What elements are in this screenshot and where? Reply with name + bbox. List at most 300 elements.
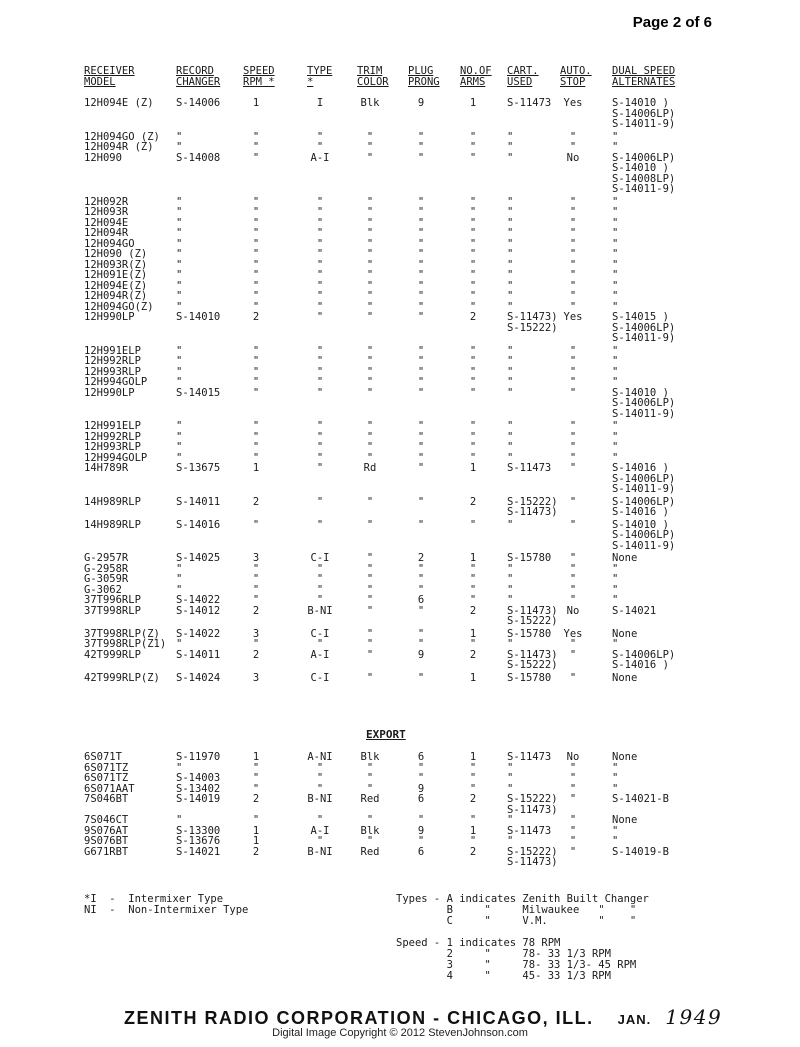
record-changer: S-11970 xyxy=(176,751,221,763)
changer-type: " xyxy=(316,814,324,826)
trim-color: " xyxy=(366,441,374,453)
plug-prong: " xyxy=(417,141,425,153)
dual-speed-alternates: " xyxy=(612,130,619,143)
receiver-model: 37T998RLP xyxy=(84,604,141,617)
auto-stop: " xyxy=(569,495,577,508)
trim-color: " xyxy=(366,279,374,292)
number-of-arms: " xyxy=(469,835,477,847)
speed-rpm: " xyxy=(252,782,260,795)
cartridge-used: S-15222) S-11473) xyxy=(507,793,558,816)
receiver-model: 12H094E(Z) xyxy=(84,279,148,292)
dual-speed-alternates: S-14006LP) S-14010 ) S-14008LP) S-14011-9) xyxy=(612,151,676,195)
dual-speed-alternates: " xyxy=(612,638,619,650)
cartridge-used: " xyxy=(507,573,514,585)
number-of-arms: " xyxy=(469,638,477,650)
trim-color: " xyxy=(366,772,374,784)
plug-prong: " xyxy=(417,365,425,378)
number-of-arms: " xyxy=(469,386,477,399)
dual-speed-alternates: " xyxy=(612,835,619,847)
dual-speed-alternates: " xyxy=(612,300,619,313)
trim-color: " xyxy=(366,248,374,260)
plug-prong: " xyxy=(417,311,425,323)
record-changer: " xyxy=(176,365,183,378)
receiver-model: 12H991ELP xyxy=(84,420,141,432)
auto-stop: " xyxy=(569,206,577,218)
column-header-number-of-arms: NO.OF ARMS xyxy=(460,65,492,88)
auto-stop: " xyxy=(569,462,577,474)
dual-speed-alternates: " xyxy=(612,237,619,250)
receiver-model: 12H994GOLP xyxy=(84,376,148,388)
number-of-arms: " xyxy=(469,814,477,826)
speed-rpm: " xyxy=(252,420,260,432)
column-header-speed-rpm: SPEED RPM * xyxy=(243,65,275,88)
speed-rpm: " xyxy=(252,518,260,531)
auto-stop: " xyxy=(569,583,577,596)
record-changer: " xyxy=(176,279,183,292)
speed-rpm: 1 xyxy=(252,824,260,837)
number-of-arms: 2 xyxy=(469,845,477,858)
changer-type: " xyxy=(316,195,324,208)
speed-rpm: " xyxy=(252,430,260,443)
receiver-model: G-3059R xyxy=(84,573,129,585)
speed-rpm: 2 xyxy=(252,845,260,858)
plug-prong: " xyxy=(417,269,425,281)
receiver-model: 12H094GO(Z) xyxy=(84,300,154,313)
auto-stop: " xyxy=(569,279,577,292)
trim-color: " xyxy=(366,386,374,399)
column-header-auto-stop: AUTO. STOP xyxy=(560,65,592,88)
dual-speed-alternates: None xyxy=(612,552,638,564)
cartridge-used: " xyxy=(507,386,514,399)
record-changer: " xyxy=(176,376,183,388)
record-changer: " xyxy=(176,141,183,153)
plug-prong: " xyxy=(417,495,425,508)
dual-speed-alternates: S-14006LP) S-14016 ) xyxy=(612,648,676,671)
cartridge-used: " xyxy=(507,594,514,606)
receiver-model: 12H991ELP xyxy=(84,344,141,357)
cartridge-used: " xyxy=(507,814,514,826)
plug-prong: " xyxy=(417,814,425,826)
legend-line: B " Milwaukee " " xyxy=(396,904,637,916)
trim-color: Blk xyxy=(360,824,380,837)
number-of-arms: " xyxy=(469,761,477,774)
record-changer: S-14008 xyxy=(176,151,221,164)
trim-color: " xyxy=(366,627,374,640)
auto-stop: " xyxy=(569,648,577,661)
cartridge-used: S-11473 xyxy=(507,97,552,109)
trim-color: " xyxy=(366,604,374,617)
legend-line: 4 " 45- 33 1/3 RPM xyxy=(396,970,611,982)
trim-color: " xyxy=(366,420,374,432)
changer-type: " xyxy=(316,376,324,388)
record-changer: S-14024 xyxy=(176,671,221,684)
plug-prong: 6 xyxy=(417,845,425,858)
plug-prong: " xyxy=(417,583,425,596)
receiver-model: 12H094R xyxy=(84,227,129,239)
plug-prong: " xyxy=(417,216,425,229)
record-changer: S-14003 xyxy=(176,772,221,784)
cartridge-used: S-11473) S-15222) xyxy=(507,311,558,334)
record-changer: S-13402 xyxy=(176,782,221,795)
plug-prong: " xyxy=(417,376,425,388)
receiver-model: 12H094GO (Z) xyxy=(84,130,160,143)
speed-rpm: " xyxy=(252,300,260,313)
auto-stop: " xyxy=(569,782,577,795)
plug-prong: 9 xyxy=(417,97,425,109)
cartridge-used: " xyxy=(507,761,514,774)
dual-speed-alternates: " xyxy=(612,344,619,357)
record-changer: " xyxy=(176,195,183,208)
auto-stop: " xyxy=(569,141,577,153)
speed-rpm: " xyxy=(252,290,260,302)
changer-type: " xyxy=(316,237,324,250)
speed-rpm: 2 xyxy=(252,311,260,323)
number-of-arms: " xyxy=(469,290,477,302)
record-changer: S-13675 xyxy=(176,462,221,474)
dual-speed-alternates: None xyxy=(612,751,638,763)
plug-prong: " xyxy=(417,237,425,250)
changer-type: B-NI xyxy=(307,845,333,858)
record-changer: S-14019 xyxy=(176,793,221,805)
receiver-model: 6S071TZ xyxy=(84,761,129,774)
trim-color: " xyxy=(366,365,374,378)
number-of-arms: " xyxy=(469,269,477,281)
record-changer: S-14016 xyxy=(176,518,221,531)
speed-rpm: 1 xyxy=(252,462,260,474)
speed-rpm: 3 xyxy=(252,671,260,684)
record-changer: S-14012 xyxy=(176,604,221,617)
number-of-arms: " xyxy=(469,344,477,357)
trim-color: " xyxy=(366,269,374,281)
record-changer: S-14021 xyxy=(176,845,221,858)
cartridge-used: " xyxy=(507,237,514,250)
auto-stop: " xyxy=(569,638,577,650)
speed-rpm: " xyxy=(252,206,260,218)
speed-rpm: " xyxy=(252,227,260,239)
auto-stop: " xyxy=(569,518,577,531)
speed-rpm: " xyxy=(252,583,260,596)
legend-line: Types - A indicates Zenith Built Changer xyxy=(396,893,649,905)
auto-stop: " xyxy=(569,562,577,575)
trim-color: " xyxy=(366,216,374,229)
cartridge-used: " xyxy=(507,772,514,784)
auto-stop: " xyxy=(569,130,577,143)
auto-stop: " xyxy=(569,227,577,239)
plug-prong: " xyxy=(417,355,425,367)
dual-speed-alternates: " xyxy=(612,355,619,367)
trim-color: " xyxy=(366,495,374,508)
dual-speed-alternates: " xyxy=(612,824,619,837)
number-of-arms: " xyxy=(469,782,477,795)
number-of-arms: " xyxy=(469,594,477,606)
record-changer: S-14006 xyxy=(176,97,221,109)
receiver-model: 12H990LP xyxy=(84,311,135,323)
changer-type: " xyxy=(316,761,324,774)
record-changer: " xyxy=(176,814,183,826)
dual-speed-alternates: S-14021-B xyxy=(612,793,669,805)
changer-type: " xyxy=(316,518,324,531)
speed-rpm: " xyxy=(252,441,260,453)
auto-stop: " xyxy=(569,573,577,585)
auto-stop: " xyxy=(569,441,577,453)
number-of-arms: " xyxy=(469,300,477,313)
trim-color: " xyxy=(366,227,374,239)
trim-color: " xyxy=(366,344,374,357)
number-of-arms: " xyxy=(469,195,477,208)
trim-color: Blk xyxy=(360,97,380,109)
record-changer: " xyxy=(176,761,183,774)
auto-stop: Yes xyxy=(563,97,583,109)
plug-prong: 2 xyxy=(417,552,425,564)
record-changer: " xyxy=(176,441,183,453)
speed-rpm: " xyxy=(252,258,260,271)
dual-speed-alternates: " xyxy=(612,290,619,302)
speed-rpm: 2 xyxy=(252,604,260,617)
plug-prong: 9 xyxy=(417,782,425,795)
auto-stop: " xyxy=(569,814,577,826)
cartridge-used: " xyxy=(507,562,514,575)
receiver-model: 12H094R(Z) xyxy=(84,290,148,302)
dual-speed-alternates: None xyxy=(612,814,638,826)
record-changer: " xyxy=(176,206,183,218)
speed-rpm: " xyxy=(252,130,260,143)
cartridge-used: " xyxy=(507,258,514,271)
dual-speed-alternates: S-14010 ) S-14006LP) S-14011-9) xyxy=(612,97,676,130)
number-of-arms: " xyxy=(469,237,477,250)
dual-speed-alternates: " xyxy=(612,258,619,271)
receiver-model: 12H094E (Z) xyxy=(84,97,154,109)
cartridge-used: " xyxy=(507,248,514,260)
auto-stop: " xyxy=(569,195,577,208)
dual-speed-alternates: " xyxy=(612,573,619,585)
plug-prong: " xyxy=(417,430,425,443)
plug-prong: " xyxy=(417,518,425,531)
changer-type: A-I xyxy=(310,151,330,164)
legend-line: 2 " 78- 33 1/3 RPM xyxy=(396,948,611,960)
dual-speed-alternates: " xyxy=(612,248,619,260)
plug-prong: " xyxy=(417,562,425,575)
trim-color: " xyxy=(366,290,374,302)
dual-speed-alternates: S-14021 xyxy=(612,604,657,617)
changer-type: " xyxy=(316,430,324,443)
record-changer: S-13300 xyxy=(176,824,221,837)
receiver-model: 12H993RLP xyxy=(84,441,141,453)
changer-type: " xyxy=(316,227,324,239)
receiver-model: 12H992RLP xyxy=(84,355,141,367)
footer-year: 1949 xyxy=(665,1005,723,1029)
column-header-changer-type: TYPE * xyxy=(307,65,333,88)
trim-color: " xyxy=(366,130,374,143)
trim-color: " xyxy=(366,552,374,564)
trim-color: " xyxy=(366,782,374,795)
plug-prong: " xyxy=(417,279,425,292)
cartridge-used: " xyxy=(507,344,514,357)
speed-rpm: " xyxy=(252,269,260,281)
dual-speed-alternates: " xyxy=(612,269,619,281)
receiver-model: 12H092R xyxy=(84,195,129,208)
dual-speed-alternates: " xyxy=(612,562,619,575)
speed-rpm: " xyxy=(252,355,260,367)
auto-stop: No xyxy=(566,604,580,617)
plug-prong: " xyxy=(417,772,425,784)
plug-prong: " xyxy=(417,441,425,453)
number-of-arms: 1 xyxy=(469,97,477,109)
number-of-arms: 2 xyxy=(469,648,477,661)
changer-type: C-I xyxy=(310,627,330,640)
number-of-arms: " xyxy=(469,583,477,596)
auto-stop: " xyxy=(569,269,577,281)
trim-color: Red xyxy=(360,793,380,805)
speed-rpm: " xyxy=(252,573,260,585)
cartridge-used: S-15780 xyxy=(507,671,552,684)
export-section-title: EXPORT xyxy=(366,728,406,741)
legend-line: 3 " 78- 33 1/3- 45 RPM xyxy=(396,959,637,971)
cartridge-used: " xyxy=(507,451,514,464)
auto-stop: " xyxy=(569,594,577,606)
plug-prong: " xyxy=(417,573,425,585)
receiver-model: 12H091E(Z) xyxy=(84,269,148,281)
plug-prong: " xyxy=(417,206,425,218)
cartridge-used: S-15780 xyxy=(507,552,552,564)
trim-color: " xyxy=(366,562,374,575)
trim-color: " xyxy=(366,376,374,388)
speed-rpm: 1 xyxy=(252,751,260,763)
cartridge-used: " xyxy=(507,141,514,153)
receiver-model: 12H094R (Z) xyxy=(84,141,154,153)
cartridge-used: " xyxy=(507,130,514,143)
record-changer: " xyxy=(176,248,183,260)
trim-color: Rd xyxy=(363,462,377,474)
receiver-model: 37T998RLP(Z) xyxy=(84,627,160,640)
receiver-model: 6S071T xyxy=(84,751,122,763)
changer-type: A-NI xyxy=(307,751,333,763)
receiver-model: 12H990LP xyxy=(84,386,135,399)
receiver-model: 14H789R xyxy=(84,462,129,474)
dual-speed-alternates: " xyxy=(612,451,619,464)
copyright-notice: Digital Image Copyright © 2012 StevenJohnson.com xyxy=(272,1027,528,1039)
record-changer: " xyxy=(176,573,183,585)
dual-speed-alternates: " xyxy=(612,430,619,443)
changer-type: I xyxy=(316,97,324,109)
cartridge-used: " xyxy=(507,835,514,847)
record-changer: " xyxy=(176,430,183,443)
changer-type: " xyxy=(316,386,324,399)
number-of-arms: 1 xyxy=(469,751,477,763)
trim-color: " xyxy=(366,594,374,606)
changer-type: " xyxy=(316,344,324,357)
record-changer: S-14025 xyxy=(176,552,221,564)
trim-color: " xyxy=(366,814,374,826)
number-of-arms: " xyxy=(469,130,477,143)
cartridge-used: " xyxy=(507,782,514,795)
cartridge-used: " xyxy=(507,583,514,596)
number-of-arms: 1 xyxy=(469,627,477,640)
speed-rpm: " xyxy=(252,141,260,153)
record-changer: S-13676 xyxy=(176,835,221,847)
number-of-arms: " xyxy=(469,365,477,378)
dual-speed-alternates: S-14010 ) S-14006LP) S-14011-9) xyxy=(612,386,676,420)
number-of-arms: " xyxy=(469,562,477,575)
receiver-model: 42T999RLP xyxy=(84,648,141,661)
receiver-model: 6S071TZ xyxy=(84,772,129,784)
cartridge-used: " xyxy=(507,638,514,650)
legend-line: C " V.M. " " xyxy=(396,915,637,927)
changer-type: " xyxy=(316,573,324,585)
cartridge-used: " xyxy=(507,365,514,378)
dual-speed-alternates: " xyxy=(612,206,619,218)
speed-rpm: " xyxy=(252,248,260,260)
cartridge-used: S-11473) S-15222) xyxy=(507,604,558,627)
plug-prong: " xyxy=(417,451,425,464)
dual-speed-alternates: " xyxy=(612,195,619,208)
receiver-model: 9S076BT xyxy=(84,835,129,847)
changer-type: A-I xyxy=(310,648,330,661)
trim-color: " xyxy=(366,300,374,313)
auto-stop: " xyxy=(569,793,577,805)
trim-color: " xyxy=(366,195,374,208)
plug-prong: " xyxy=(417,627,425,640)
dual-speed-alternates: " xyxy=(612,141,619,153)
cartridge-used: " xyxy=(507,290,514,302)
cartridge-used: " xyxy=(507,355,514,367)
number-of-arms: 2 xyxy=(469,495,477,508)
record-changer: S-14022 xyxy=(176,594,221,606)
number-of-arms: " xyxy=(469,279,477,292)
page-number: Page 2 of 6 xyxy=(632,14,712,31)
trim-color: " xyxy=(366,761,374,774)
trim-color: " xyxy=(366,311,374,323)
auto-stop: " xyxy=(569,376,577,388)
auto-stop: " xyxy=(569,248,577,260)
receiver-model: G-3062 xyxy=(84,583,122,596)
number-of-arms: " xyxy=(469,248,477,260)
speed-rpm: " xyxy=(252,365,260,378)
cartridge-used: " xyxy=(507,430,514,443)
auto-stop: " xyxy=(569,258,577,271)
dual-speed-alternates: " xyxy=(612,583,619,596)
receiver-model: 12H090 xyxy=(84,151,122,164)
number-of-arms: 1 xyxy=(469,552,477,564)
plug-prong: " xyxy=(417,386,425,399)
dual-speed-alternates: " xyxy=(612,772,619,784)
trim-color: " xyxy=(366,648,374,661)
speed-rpm: 3 xyxy=(252,552,260,564)
record-changer: " xyxy=(176,583,183,596)
dual-speed-alternates: " xyxy=(612,594,619,606)
number-of-arms: 1 xyxy=(469,824,477,837)
changer-type: " xyxy=(316,638,324,650)
plug-prong: " xyxy=(417,248,425,260)
changer-type: " xyxy=(316,290,324,302)
auto-stop: " xyxy=(569,824,577,837)
speed-rpm: " xyxy=(252,772,260,784)
receiver-model: G-2957R xyxy=(84,552,129,564)
speed-rpm: 2 xyxy=(252,495,260,508)
cartridge-used: " xyxy=(507,420,514,432)
trim-color: " xyxy=(366,583,374,596)
speed-rpm: " xyxy=(252,638,260,650)
trim-color: " xyxy=(366,518,374,531)
record-changer: S-14011 xyxy=(176,648,221,661)
receiver-model: 12H094GO xyxy=(84,237,135,250)
cartridge-used: S-15222) S-11473) xyxy=(507,495,558,518)
plug-prong: " xyxy=(417,761,425,774)
number-of-arms: " xyxy=(469,430,477,443)
trim-color: " xyxy=(366,451,374,464)
dual-speed-alternates: S-14010 ) S-14006LP) S-14011-9) xyxy=(612,518,676,552)
record-changer: S-14022 xyxy=(176,627,221,640)
changer-type: " xyxy=(316,365,324,378)
